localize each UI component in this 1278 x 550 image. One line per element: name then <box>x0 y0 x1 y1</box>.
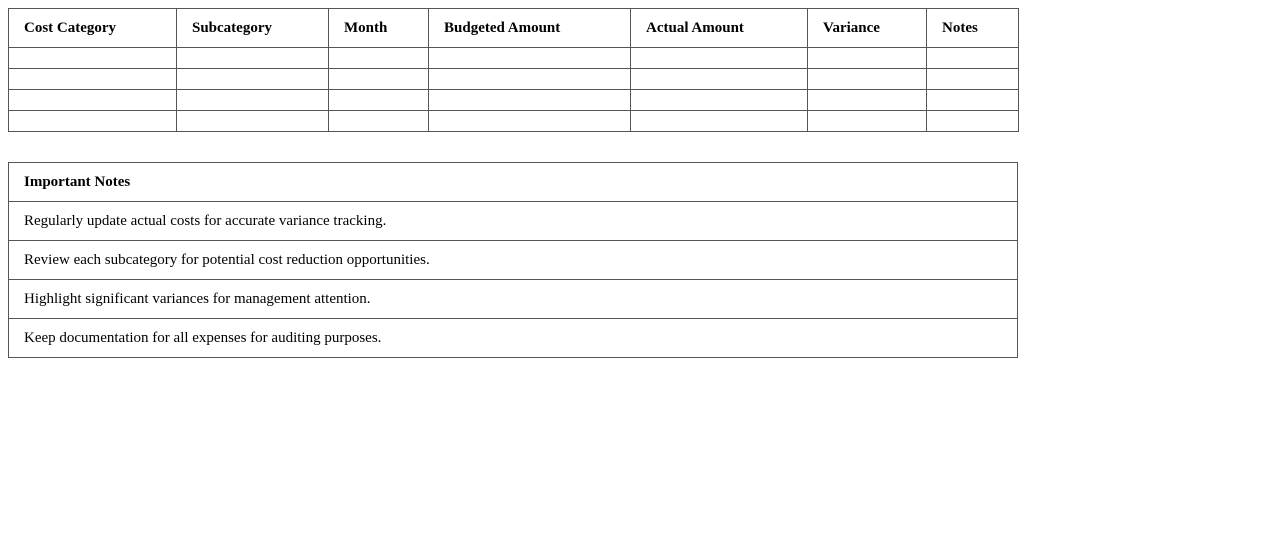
note-item: Review each subcategory for potential cost reduction opportunities. <box>9 241 1018 280</box>
table-cell[interactable] <box>9 48 177 69</box>
table-cell[interactable] <box>177 48 329 69</box>
table-cell[interactable] <box>9 111 177 132</box>
header-actual-amount: Actual Amount <box>631 9 808 48</box>
notes-header-row <box>9 163 1018 202</box>
header-cost-category: Cost Category <box>9 9 177 48</box>
table-row <box>9 69 1019 90</box>
table-cell[interactable] <box>429 111 631 132</box>
table-cell[interactable] <box>429 69 631 90</box>
table-cell[interactable] <box>329 48 429 69</box>
note-row <box>9 280 1018 319</box>
table-cell[interactable] <box>631 90 808 111</box>
header-variance: Variance <box>808 9 927 48</box>
table-cell[interactable] <box>177 90 329 111</box>
table-cell[interactable] <box>329 90 429 111</box>
header-budgeted-amount: Budgeted Amount <box>429 9 631 48</box>
table-cell[interactable] <box>177 69 329 90</box>
note-item: Keep documentation for all expenses for auditing purposes. <box>9 319 1018 358</box>
table-cell[interactable] <box>177 111 329 132</box>
table-cell[interactable] <box>808 69 927 90</box>
table-cell[interactable] <box>429 48 631 69</box>
note-item: Highlight significant variances for management attention. <box>9 280 1018 319</box>
notes-title: Important Notes <box>9 163 1018 202</box>
table-cell[interactable] <box>631 48 808 69</box>
table-cell[interactable] <box>808 48 927 69</box>
header-month: Month <box>329 9 429 48</box>
table-cell[interactable] <box>631 69 808 90</box>
table-row <box>9 111 1019 132</box>
budget-table <box>8 8 1019 132</box>
table-cell[interactable] <box>9 90 177 111</box>
table-row <box>9 48 1019 69</box>
table-cell[interactable] <box>808 90 927 111</box>
table-cell[interactable] <box>927 111 1019 132</box>
header-notes: Notes <box>927 9 1019 48</box>
table-cell[interactable] <box>927 69 1019 90</box>
important-notes-table <box>8 162 1018 358</box>
table-cell[interactable] <box>631 111 808 132</box>
budget-header-row <box>9 9 1019 48</box>
table-cell[interactable] <box>329 111 429 132</box>
header-subcategory: Subcategory <box>177 9 329 48</box>
table-row <box>9 90 1019 111</box>
note-item: Regularly update actual costs for accurate variance tracking. <box>9 202 1018 241</box>
table-cell[interactable] <box>808 111 927 132</box>
note-row <box>9 241 1018 280</box>
note-row <box>9 202 1018 241</box>
table-cell[interactable] <box>329 69 429 90</box>
table-cell[interactable] <box>9 69 177 90</box>
table-cell[interactable] <box>927 90 1019 111</box>
table-cell[interactable] <box>927 48 1019 69</box>
note-row <box>9 319 1018 358</box>
table-cell[interactable] <box>429 90 631 111</box>
